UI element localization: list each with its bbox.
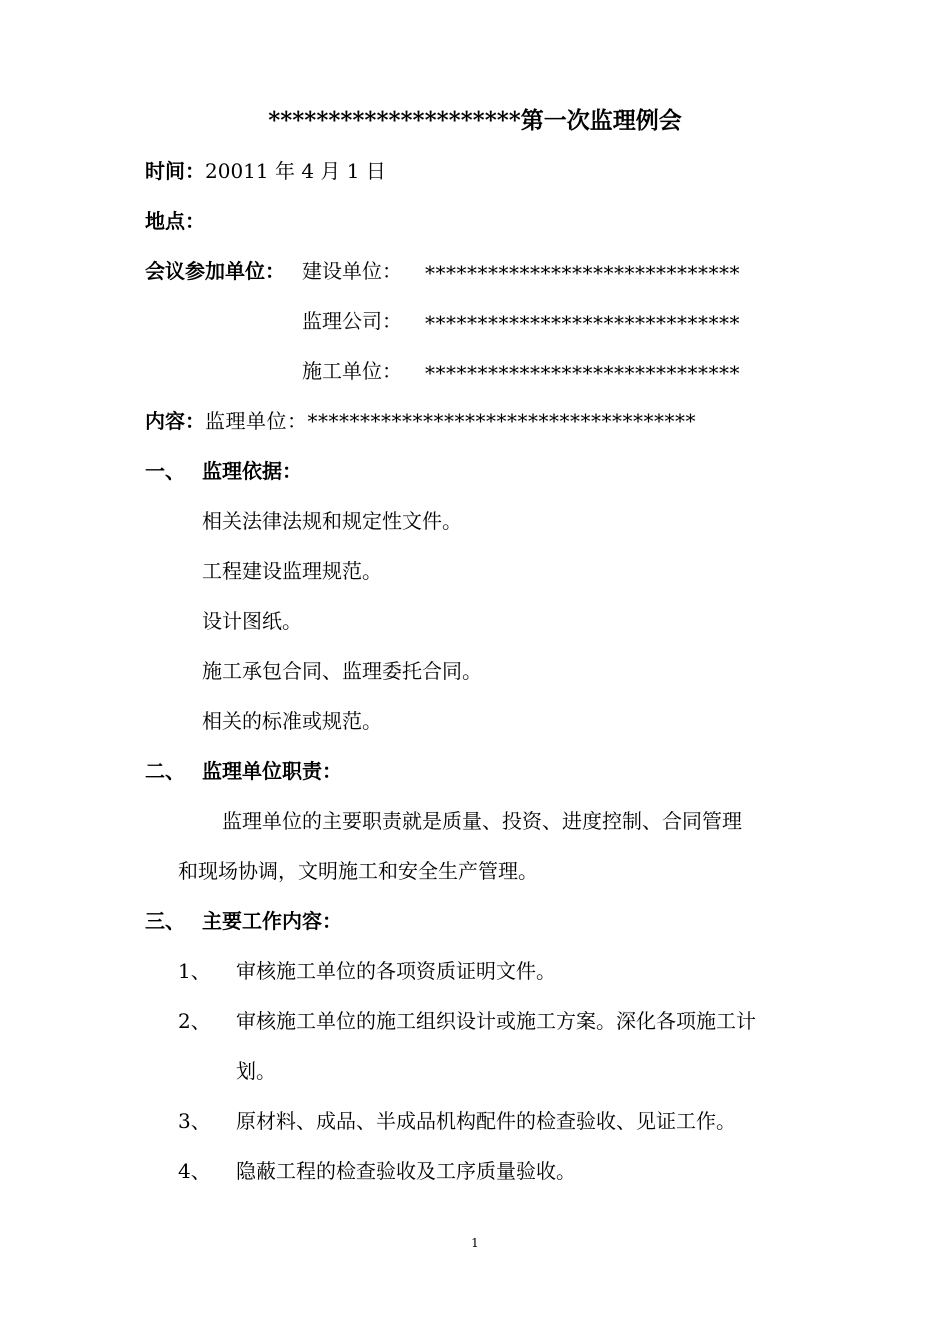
section3-item-continuation: 划。 bbox=[236, 1059, 276, 1083]
section1-item: 施工承包合同、监理委托合同。 bbox=[202, 659, 482, 683]
participant-value-1: ****************************** bbox=[425, 261, 740, 285]
document-title: *********************第一次监理例会 bbox=[268, 107, 682, 134]
participant-org-2: 监理公司： bbox=[302, 309, 402, 333]
section3-item-text: 原材料、成品、半成品机构配件的检查验收、见证工作。 bbox=[236, 1109, 736, 1133]
content-label: 内容： bbox=[145, 409, 205, 433]
section3-item-number: 4、 bbox=[178, 1159, 211, 1183]
section3-item-text: 隐蔽工程的检查验收及工序质量验收。 bbox=[236, 1159, 576, 1183]
section1-item: 设计图纸。 bbox=[202, 609, 302, 633]
section1-item: 相关的标准或规范。 bbox=[202, 709, 382, 733]
section2-paragraph-line2: 和现场协调，文明施工和安全生产管理。 bbox=[178, 859, 538, 883]
place-label: 地点： bbox=[145, 209, 205, 233]
content-row bbox=[145, 408, 696, 434]
section3-item-number: 2、 bbox=[178, 1009, 211, 1033]
section2-number: 二、 bbox=[145, 759, 185, 783]
time-row bbox=[145, 158, 386, 184]
section3-item-number: 3、 bbox=[178, 1109, 211, 1133]
section1-item: 工程建设监理规范。 bbox=[202, 559, 382, 583]
participant-org-1: 建设单位： bbox=[302, 259, 402, 283]
section3-item-number: 1、 bbox=[178, 959, 211, 983]
section1-number: 一、 bbox=[145, 459, 185, 483]
section2-paragraph-line1: 监理单位的主要职责就是质量、投资、进度控制、合同管理 bbox=[222, 809, 742, 833]
participant-value-2: ****************************** bbox=[425, 311, 740, 335]
section3-number: 三、 bbox=[145, 909, 185, 933]
participants-label: 会议参加单位： bbox=[145, 259, 285, 283]
section1-heading: 监理依据： bbox=[202, 459, 302, 483]
content-value: 监理单位：************************************* bbox=[205, 409, 696, 433]
section1-item: 相关法律法规和规定性文件。 bbox=[202, 509, 462, 533]
participant-org-3: 施工单位： bbox=[302, 359, 402, 383]
section3-heading: 主要工作内容： bbox=[202, 909, 342, 933]
section3-item-text: 审核施工单位的各项资质证明文件。 bbox=[236, 959, 556, 983]
section2-heading: 监理单位职责： bbox=[202, 759, 342, 783]
time-value: 20011 年 4 月 1 日 bbox=[205, 159, 386, 183]
participant-value-3: ****************************** bbox=[425, 361, 740, 385]
page-number: 1 bbox=[471, 1236, 479, 1250]
time-label: 时间： bbox=[145, 159, 205, 183]
section3-item-text: 审核施工单位的施工组织设计或施工方案。深化各项施工计 bbox=[236, 1009, 756, 1033]
